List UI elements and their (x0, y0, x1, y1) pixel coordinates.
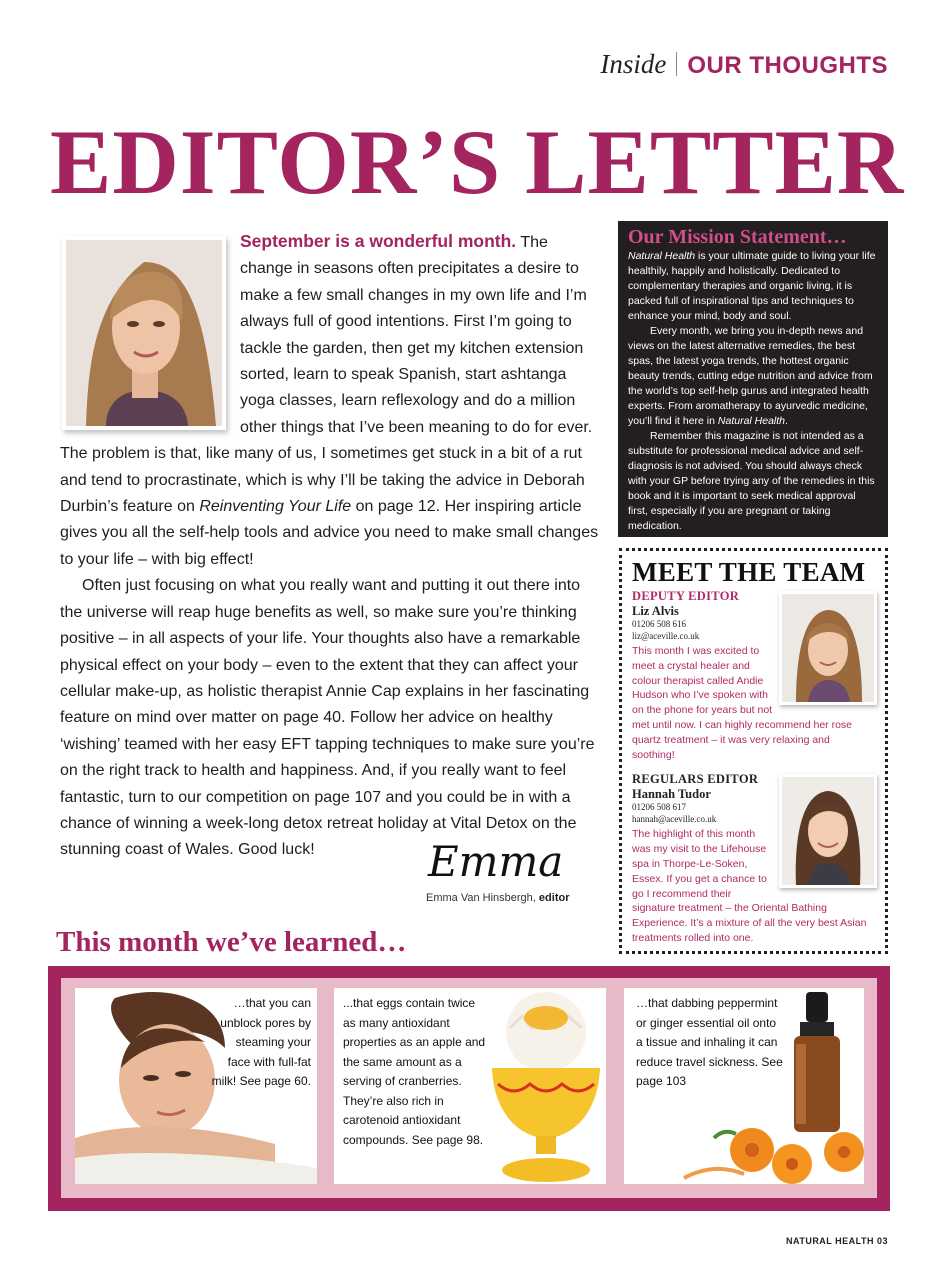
editor-letter-body (60, 228, 600, 864)
mission-paragraph-2 (628, 324, 878, 429)
editor-name: Emma Van Hinsbergh, (426, 892, 536, 904)
editor-portrait-image (66, 240, 222, 426)
letter-paragraph-2: Often just focusing on what you really want and putting it out there into the universe will reap huge benefits as well, so make sure you’re thinking positive – in all aspects of your life. Your thoughts also have a remarkable physical effect on your body – even to the extent that they can affect your cellular make-up, as holistic therapist Annie Cap explains in her fascinating feature on mind over matter on page 40. Follow her advice on healthy ‘wishing’ teamed with her easy EFT tapping techniques to make sure you’re on the right track to health and happiness. And, if you really want to feel fantastic, turn to our competition on page 107 and you could be in with a chance of winning a week-long detox retreat holiday at Vital Detox on the stunning coast of Wales. Good luck! (60, 577, 595, 859)
regulars-editor-note: The highlight of this month was my visit to the Lifehouse spa in Thorpe-Le-Soken, Essex. If you get a chance to go I recommend their signature treatment – the Oriental Bathing Experience. It’s a mixture of all the very best Asian treatments rolled into one. (632, 828, 867, 944)
deputy-editor-portrait-image (782, 594, 874, 702)
mission-p2-text: Every month, we bring you in-depth news and views on the latest alternative remedies, the best spas, the latest yoga trends, the hottest organic beauty trends, cutting edge nutrition and advice from the world’s top self-help gurus and integrated health experts. From aromatherapy to ayurvedic medicine, you’ll find it here in (628, 325, 873, 427)
mission-paragraph-3: Remember this magazine is not intended as a substitute for professional medical advice and self-diagnosis is not advised. You should always check with your GP before trying any of the remedies in this book and it is important to seek medical approval first, especially if you are pregnant or taking medication. (628, 430, 875, 532)
learned-card-oil-text: …that dabbing peppermint or ginger essential oil onto a tissue and inhaling it can reduce travel sickness. See page 103 (636, 996, 783, 1088)
signature-block (426, 838, 606, 904)
deputy-editor-note: This month I was excited to meet a crystal healer and colour therapist called Andie Hudson who I’ve spoken with on the phone for years but not met until now. I can highly recommend her rose quartz treatment – it was very relaxing and soothing! (632, 645, 853, 761)
letter-feature-title: Reinventing Your Life (199, 498, 352, 516)
deputy-editor-role: DEPUTY EDITOR (632, 589, 740, 603)
page-title: EDITOR’S LETTER (50, 111, 905, 213)
editor-role: editor (538, 892, 570, 904)
editor-photo (62, 236, 226, 430)
section-header (600, 48, 888, 82)
mission-title: Our Mission Statement… (628, 226, 847, 248)
learned-section-title: This month we’ve learned… (56, 926, 407, 958)
regulars-editor-email: hannah@aceville.co.uk (632, 813, 717, 824)
boiled-egg-cup-image (484, 988, 606, 1184)
team-member-deputy-editor (632, 589, 875, 762)
learned-panel-inner (61, 978, 877, 1198)
learned-card-eggs-text: ...that eggs contain twice as many antioxidant properties as an apple and the same amount as a serving of cranberries. They’re also rich in carotenoid antioxidant compounds. See page 98. (343, 996, 486, 1147)
learned-card-milk-text: …that you can unblock pores by steaming your face with full-fat milk! See page 60. (211, 996, 311, 1088)
learned-panel (48, 966, 890, 1211)
learned-card-milk (75, 988, 317, 1184)
team-member-regulars-editor (632, 772, 875, 945)
mission-brand: Natural Health (628, 250, 696, 262)
section-divider (676, 52, 677, 76)
regulars-editor-phone: 01206 508 617 (632, 802, 686, 813)
mission-p2-end: . (785, 415, 788, 427)
mission-statement-box (618, 221, 888, 537)
page-folio: NATURAL HEALTH 03 (785, 1236, 888, 1246)
learned-card-oil (624, 988, 864, 1184)
deputy-editor-phone: 01206 508 616 (632, 619, 686, 629)
section-name: OUR THOUGHTS (687, 52, 888, 79)
letter-p1-text: The change in seasons often precipitates a desire to make a few small changes in my own life and I’m always full of good intentions. First I’m going to tackle the garden, then get my kitchen extension sorted, learn to speak Spanish, start ashtanga yoga classes, learn reflexology and do a million other things that I’ve been meaning to do for ever. The problem is that, like many of us, I sometimes get stuck in a bit of a rut and tend to procrastinate, which is why I’ll be taking the advice in Deborah Durbin’s feature on (60, 234, 593, 516)
team-title: MEET THE TEAM (632, 557, 866, 587)
meet-the-team-box (619, 548, 888, 954)
letter-lead: September is a wonderful month. (240, 231, 517, 251)
letter-p1-end: on page 12. Her inspiring article gives you all the self-help tools and advice you need to make small changes to your life – with big effect! (60, 498, 599, 568)
editor-credit (426, 892, 606, 904)
mission-p1-text: is your ultimate guide to living your life healthily, happily and holistically. Dedicated to complementary therapies and organic living, it is packed full of inspirational tips and techniques to enhance your mind, body and soul. (628, 250, 876, 322)
section-label: Inside (600, 49, 667, 79)
regulars-editor-photo (779, 774, 877, 888)
regulars-editor-portrait-image (782, 777, 874, 885)
regulars-editor-role: REGULARS EDITOR (632, 772, 759, 787)
mission-paragraph-1 (628, 249, 878, 324)
deputy-editor-name: Liz Alvis (632, 604, 679, 618)
learned-card-eggs (334, 988, 606, 1184)
editor-signature: Emma (428, 837, 564, 886)
deputy-editor-photo (779, 591, 877, 705)
mission-p2-brand: Natural Health (717, 415, 786, 427)
regulars-editor-name: Hannah Tudor (632, 787, 711, 802)
deputy-editor-email: liz@aceville.co.uk (632, 630, 700, 641)
